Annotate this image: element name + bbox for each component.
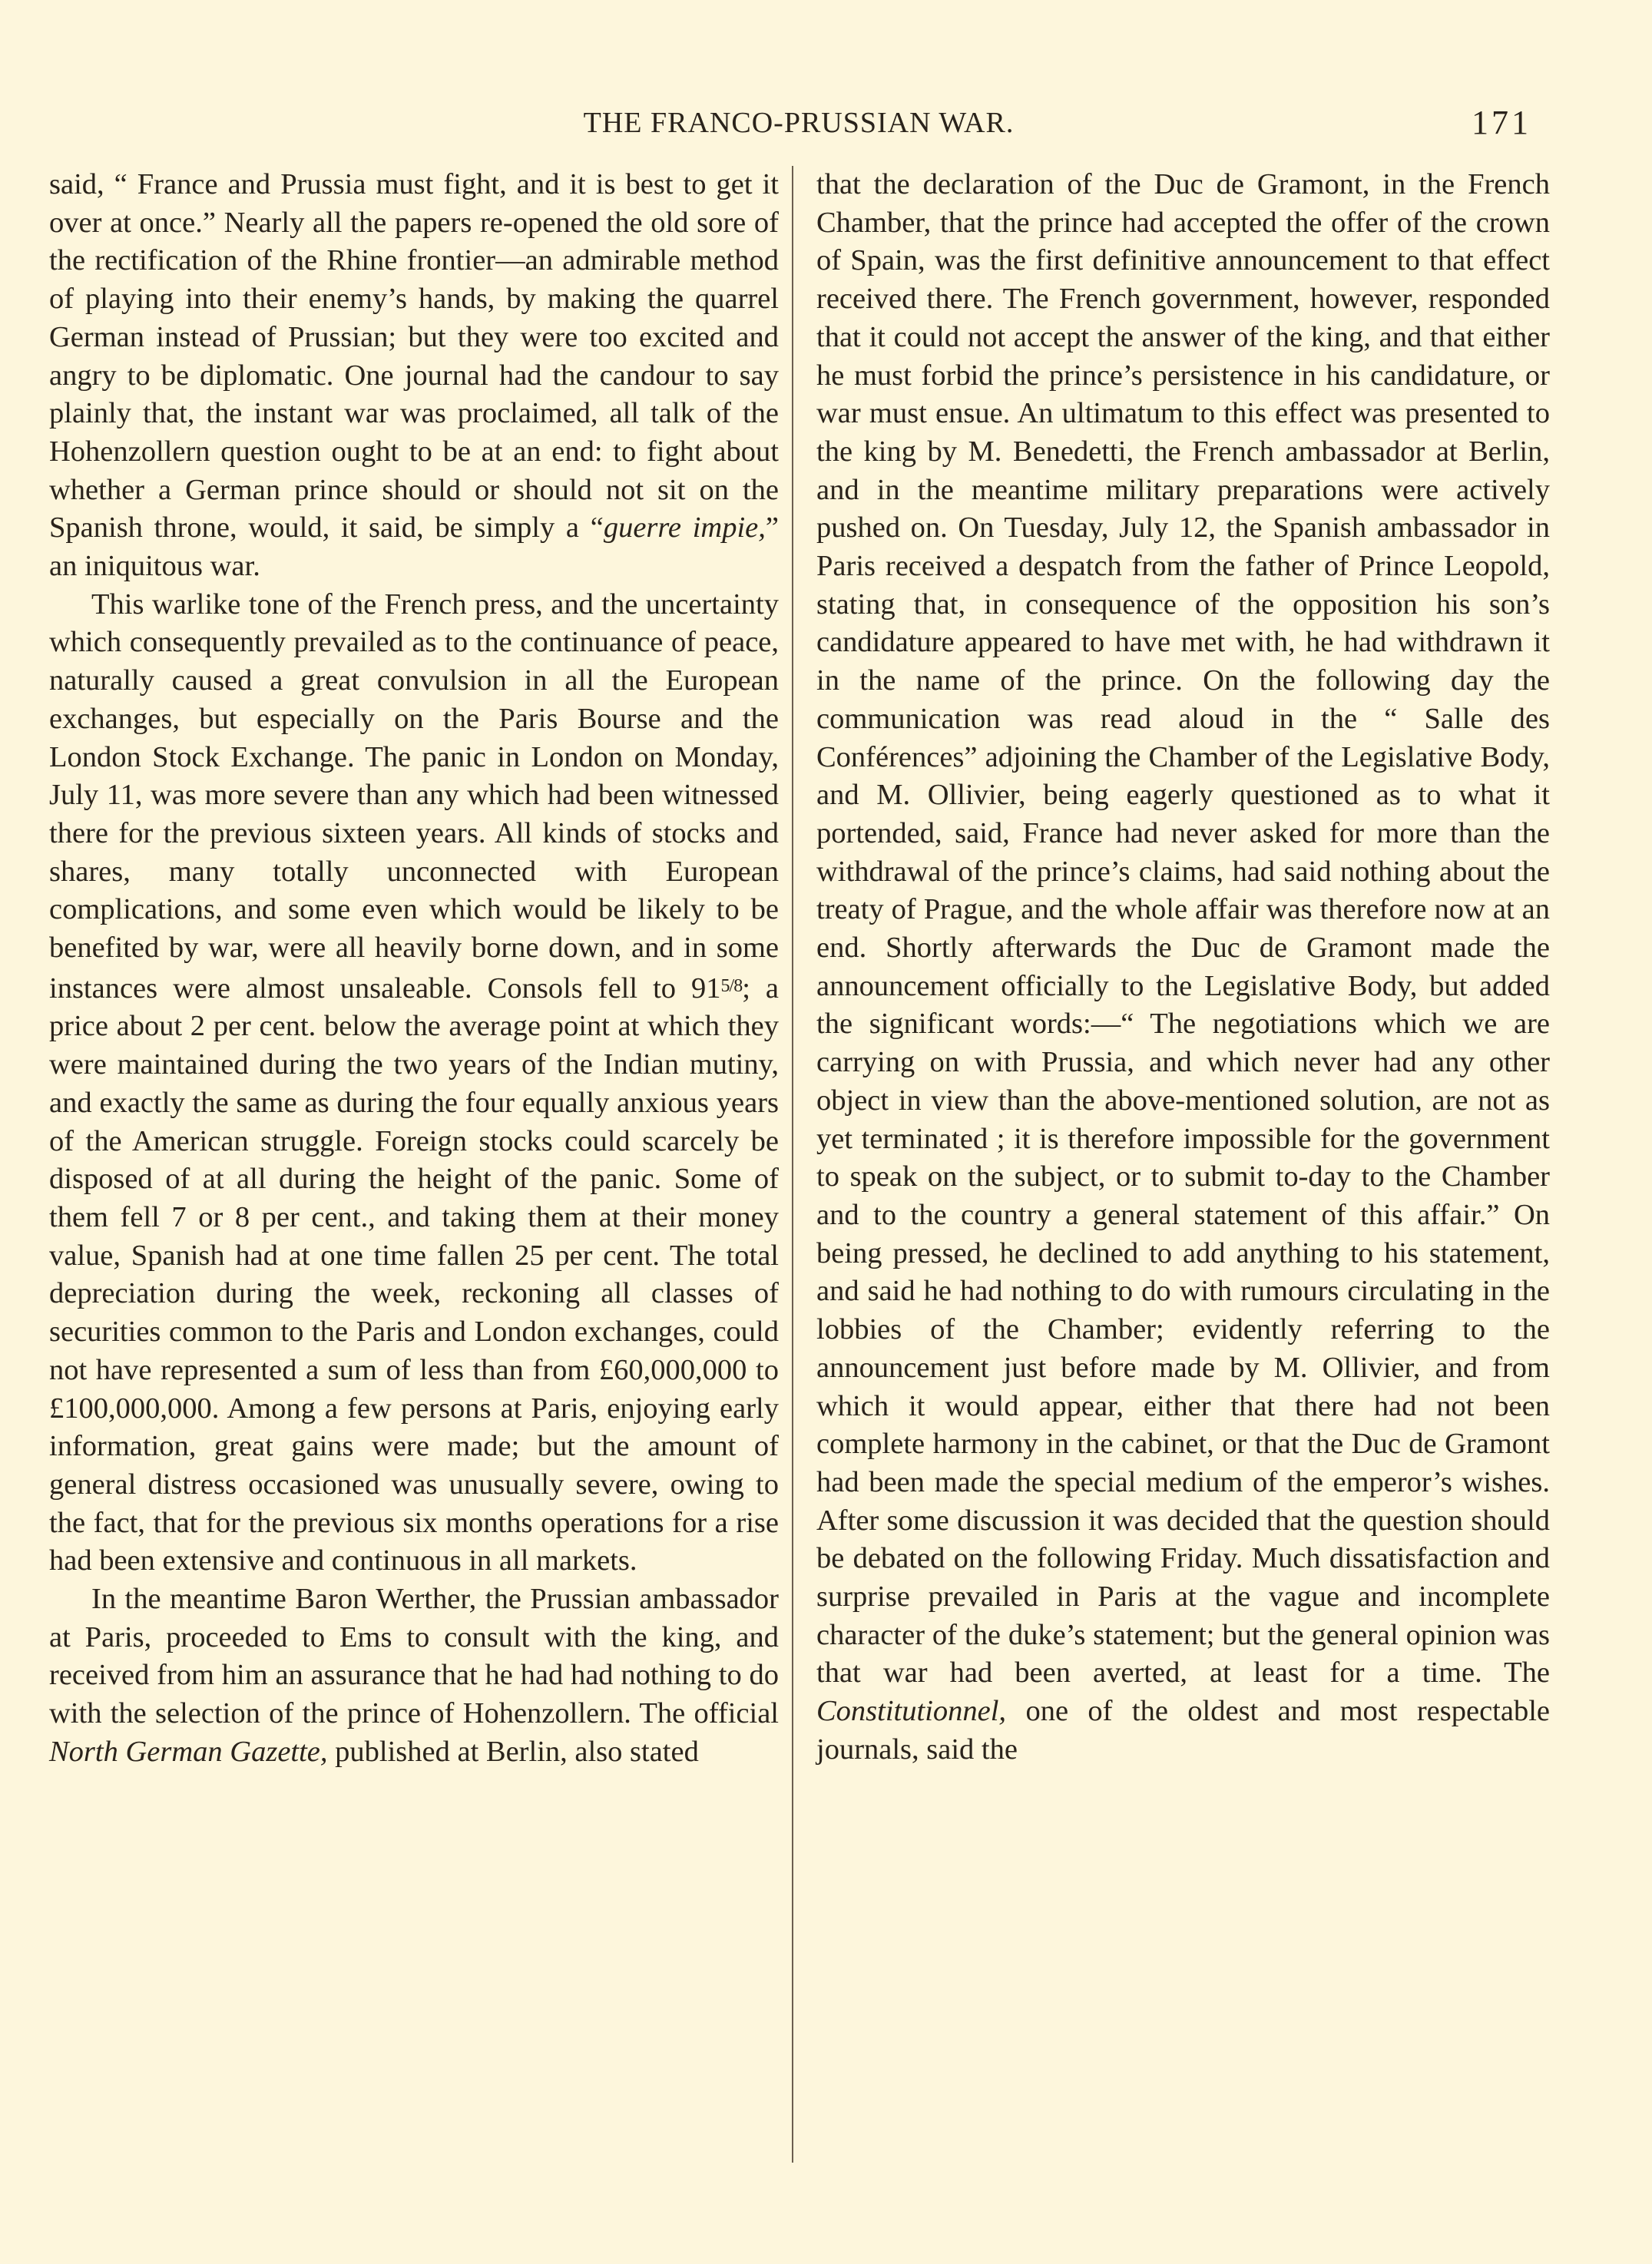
- paragraph-text: one of the oldest and most respectable journals, said the: [816, 1695, 1550, 1766]
- paragraph-text: published at Berlin, also stated: [327, 1735, 699, 1768]
- paragraph-text: ” an iniquitous war.: [49, 511, 779, 583]
- paragraph: [49, 586, 779, 1580]
- paragraph-text: In the meantime Baron Werther, the Prussian ambassador at Paris, proceeded to Ems to consult with the king, and received from him an assurance that he had had nothing to do with the selection of the prince of Hohenzollern. The official: [49, 1583, 779, 1730]
- italic-phrase: Constitutionnel,: [816, 1695, 1007, 1728]
- italic-phrase: guerre impie,: [603, 511, 766, 544]
- paragraph-text: This warlike tone of the French press, and the uncertainty which consequently prevailed as to the continuance of peace, naturally caused a great convulsion in all the European exchanges, but especially on the Paris Bourse and the London Stock Exchange. The panic in London on Monday, July 11, was more severe than any which had been witnessed there for the previous sixteen years. All kinds of stocks and shares, many totally unconnected with European complications, and some even which would be likely to be benefited by war, were all heavily borne down, and in some instances were almost unsaleable. Consols fell to 91: [49, 588, 779, 1005]
- running-title: THE FRANCO-PRUSSIAN WAR.: [583, 107, 1015, 139]
- italic-phrase: North German Gazette,: [49, 1735, 328, 1768]
- paragraph-text: said, “ France and Prussia must fight, and it is best to get it over at once.” Nearly all the papers re-opened the old sore of the rectification of the Rhine frontier—an admirable method of playing into their enemy’s hands, by making the quarrel German instead of Prussian; but they were too excited and angry to be diplomatic. One journal had the candour to say plainly that, the instant war was proclaimed, all talk of the Hohenzollern question ought to be at an end: to fight about whether a German prince should or should not sit on the Spanish throne, would, it said, be simply a “: [49, 168, 779, 544]
- paragraph: [816, 166, 1550, 1769]
- paragraph: [49, 166, 779, 586]
- paragraph: [49, 1580, 779, 1772]
- left-column: [49, 166, 779, 1772]
- column-divider: [792, 166, 793, 2163]
- paragraph-text: ; a price about 2 per cent. below the average point at which they were maintained during the two years of the Indian mutiny, and exactly the same as during the four equally anxious years of the American struggle. Foreign stocks could scarcely be disposed of at all during the height of the panic. Some of them fell 7 or 8 per cent., and taking them at their money value, Spanish had at one time fallen 25 per cent. The total depreciation during the week, reckoning all classes of securities common to the Paris and London exchanges, could not have represented a sum of less than from £60,000,000 to £100,000,000. Among a few persons at Paris, enjoying early information, great gains were made; but the amount of general distress occasioned was unusually severe, owing to the fact, that for the previous six months operations for a rise had been extensive and continuous in all markets.: [49, 971, 779, 1577]
- paragraph-text: that the declaration of the Duc de Gramont, in the French Chamber, that the prince had accepted the offer of the crown of Spain, was the first definitive announcement to that effect received there. The French government, however, responded that it could not accept the answer of the king, and that either he must forbid the prince’s persistence in his candidature, or war must ensue. An ultimatum to this effect was presented to the king by M. Benedetti, the French ambassador at Berlin, and in the meantime military preparations were actively pushed on. On Tuesday, July 12, the Spanish ambassador in Paris received a despatch from the father of Prince Leopold, stating that, in consequence of the opposition his son’s candidature appeared to have met with, he had withdrawn it in the name of the prince. On the following day the communication was read aloud in the “ Salle des Conférences” adjoining the Chamber of the Legislative Body, and M. Ollivier, being eagerly questioned as to what it portended, said, France had never asked for more than the withdrawal of the prince’s claims, had said nothing about the treaty of Prague, and the whole affair was therefore now at an end. Shortly afterwards the Duc de Gramont made the announcement officially to the Legislative Body, but added the significant words:—“ The negotiations which we are carrying on with Prussia, and which never had any other object in view than the above-mentioned solution, are not as yet terminated ; it is therefore impossible for the government to speak on the subject, or to submit to-day to the Chamber and to the country a general statement of this affair.” On being pressed, he declined to add anything to his statement, and said he had nothing to do with rumours circulating in the lobbies of the Chamber; evidently referring to the announcement just before made by M. Ollivier, and from which it would appear, either that there had not been complete harmony in the cabinet, or that the Duc de Gramont had been made the special medium of the emperor’s wishes. After some discussion it was decided that the question should be debated on the following Friday. Much dissatisfaction and surprise prevailed in Paris at the vague and incomplete character of the duke’s statement; but the general opinion was that war had been averted, at least for a time. The: [816, 168, 1550, 1690]
- page-number: 171: [1472, 104, 1531, 141]
- right-column: [816, 166, 1550, 1769]
- fraction: 5/8: [720, 975, 743, 996]
